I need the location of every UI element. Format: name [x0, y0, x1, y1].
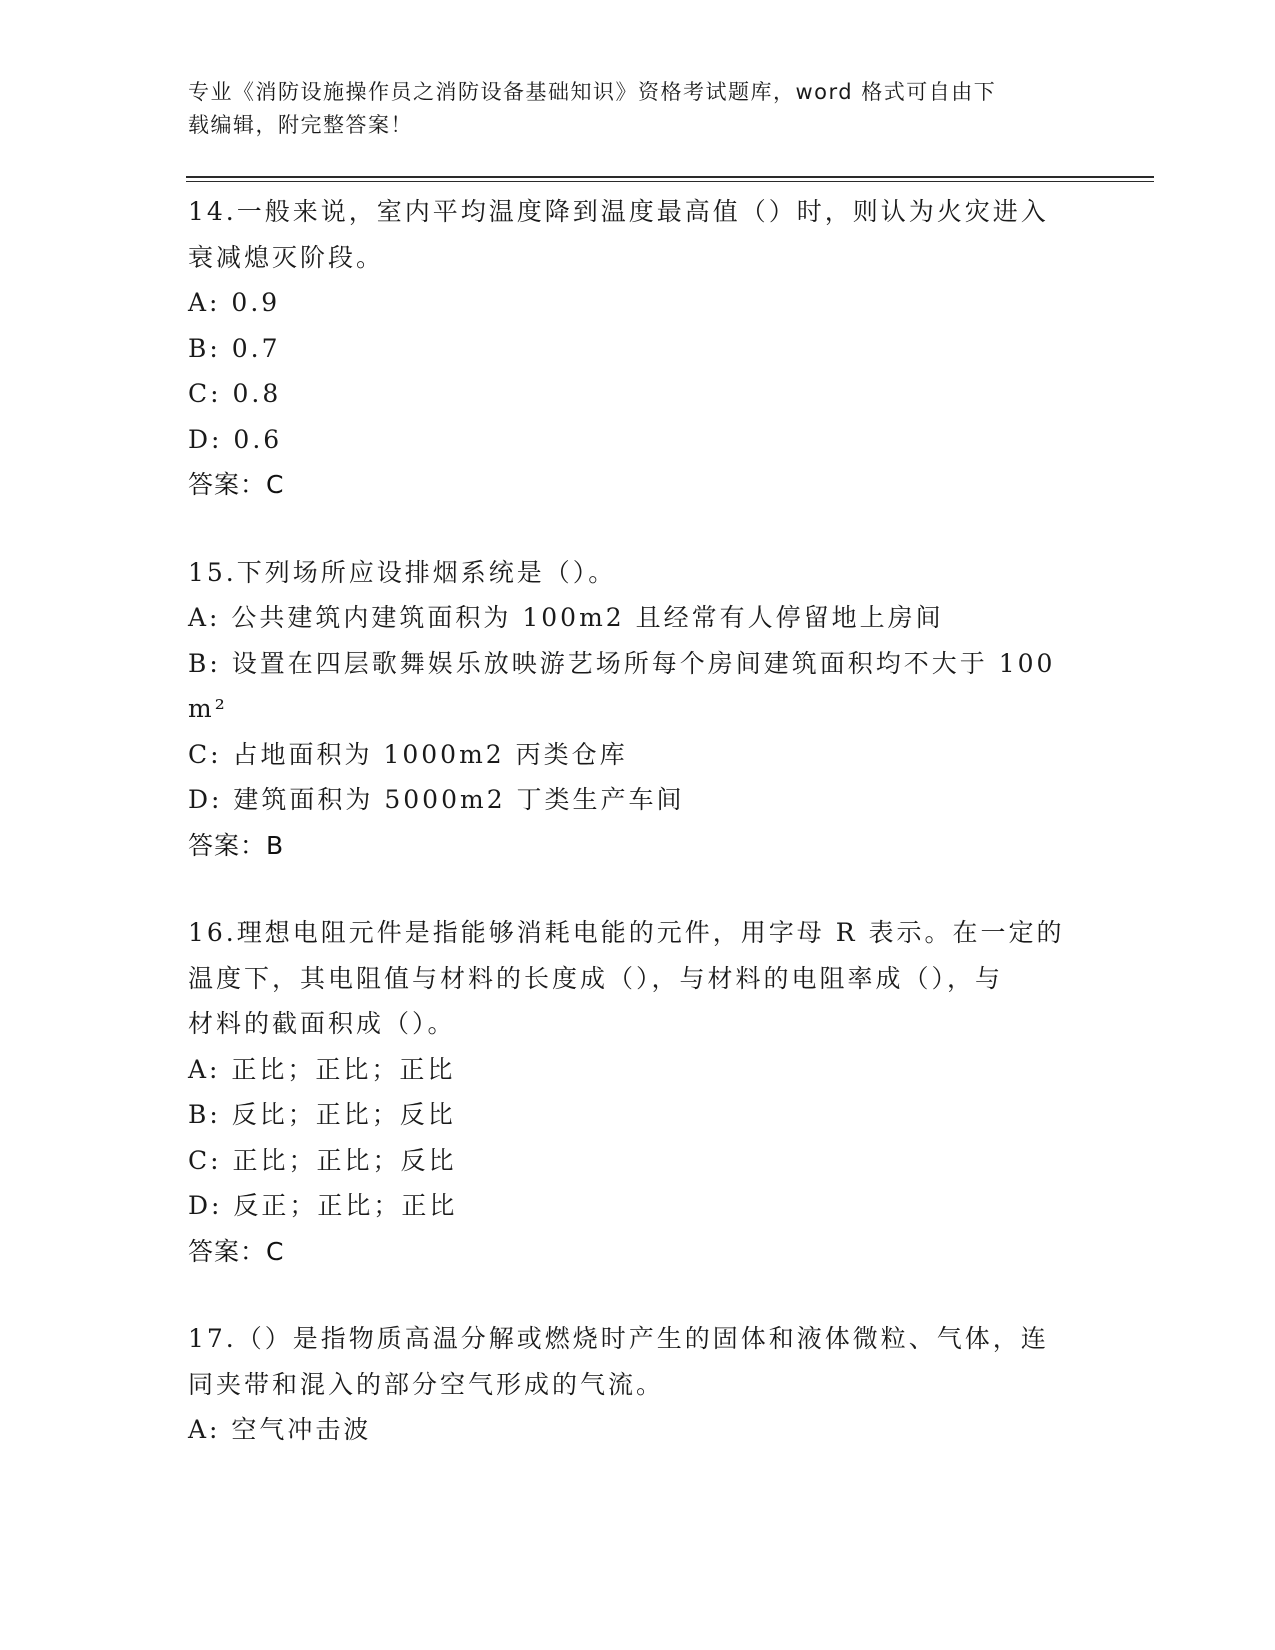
question-stem: 温度下，其电阻值与材料的长度成（），与材料的电阻率成（），与 — [188, 963, 1004, 993]
question-stem: 同夹带和混入的部分空气形成的气流。 — [188, 1369, 665, 1399]
option-d: D: 0.6 — [188, 424, 283, 454]
question-stem: 材料的截面积成（）。 — [188, 1009, 456, 1038]
option-a: A: 正比；正比；正比 — [188, 1054, 456, 1084]
option-d: D: 反正；正比；正比 — [188, 1191, 458, 1220]
option-a: A: 公共建筑内建筑面积为 100m2 且经常有人停留地上房间 — [188, 603, 944, 632]
question-stem: 14.一般来说，室内平均温度降到温度最高值（）时，则认为火灾进入 — [188, 197, 1049, 226]
answer-label: 答案：C — [188, 1236, 285, 1266]
option-a: A: 0.9 — [188, 288, 281, 317]
header-line-2: 载编辑，附完整答案！ — [188, 113, 413, 137]
question-stem: 15.下列场所应设排烟系统是（）。 — [188, 557, 617, 587]
option-b: B: 设置在四层歌舞娱乐放映游艺场所每个房间建筑面积均不大于 100 — [188, 648, 1056, 678]
page-header — [188, 76, 1068, 142]
answer-label: 答案：B — [188, 830, 285, 860]
option-c: C: 0.8 — [188, 379, 282, 408]
question-17 — [188, 1316, 1088, 1453]
question-stem: 衰减熄灭阶段。 — [188, 242, 385, 272]
question-stem: 17.（）是指物质高温分解或燃烧时产生的固体和液体微粒、气体，连 — [188, 1324, 1049, 1353]
header-line-1: 专业《消防设施操作员之消防设备基础知识》资格考试题库，word 格式可自由下 — [188, 80, 997, 104]
question-16 — [188, 910, 1088, 1274]
question-stem: 16.理想电阻元件是指能够消耗电能的元件，用字母 R 表示。在一定的 — [188, 918, 1065, 947]
option-b-continued: m² — [188, 694, 228, 723]
option-a: A: 空气冲击波 — [188, 1415, 372, 1444]
question-14 — [188, 189, 1088, 508]
question-list — [188, 189, 1088, 1495]
header-divider-thin — [186, 181, 1154, 182]
option-c: C: 占地面积为 1000m2 丙类仓库 — [188, 739, 628, 769]
option-c: C: 正比；正比；反比 — [188, 1145, 457, 1175]
option-b: B: 反比；正比；反比 — [188, 1100, 456, 1129]
header-divider-thick — [186, 176, 1154, 178]
option-d: D: 建筑面积为 5000m2 丁类生产车间 — [188, 785, 685, 814]
question-15 — [188, 550, 1088, 869]
option-b: B: 0.7 — [188, 333, 281, 363]
answer-label: 答案：C — [188, 470, 285, 499]
